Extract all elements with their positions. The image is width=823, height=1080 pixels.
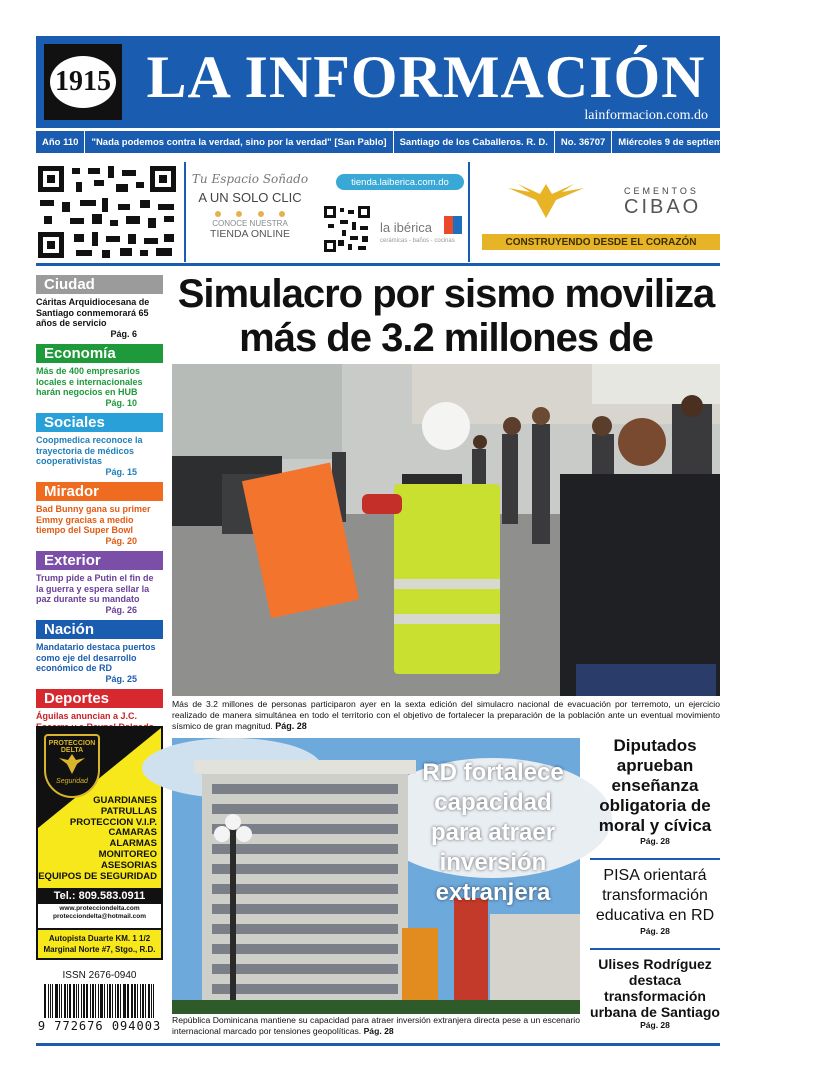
right-column <box>590 736 720 1030</box>
sidebar-section[interactable] <box>36 482 163 551</box>
issn: ISSN 2676-0940 <box>62 970 137 981</box>
barcode-bar <box>131 984 133 1018</box>
section-header[interactable]: Sociales <box>36 413 163 432</box>
delta-address-line-2: Marginal Norte #7, Stgo., R.D. <box>43 945 156 954</box>
logo[interactable] <box>44 44 122 120</box>
barcode-bar <box>86 984 89 1018</box>
sidebar-section[interactable] <box>36 551 163 620</box>
motto: "Nada podemos contra la verdad, sino por la verdad" [San Pablo] <box>85 131 393 153</box>
barcode-bar <box>100 984 103 1018</box>
logo-year: 1915 <box>50 56 116 108</box>
barcode-bar <box>59 984 60 1018</box>
barcode-bar <box>98 984 99 1018</box>
store-url[interactable]: tienda.laiberica.com.do <box>336 174 464 190</box>
barcode-bar <box>109 984 111 1018</box>
section-header[interactable]: Ciudad <box>36 275 163 294</box>
qr-code-icon[interactable] <box>36 164 178 260</box>
earthquake-drill-photo <box>172 364 720 696</box>
iberica-brand-sub: cerámicas - baños - cocinas <box>380 238 455 244</box>
section-header[interactable]: Deportes <box>36 689 163 708</box>
cementos-cibao-ad[interactable] <box>476 162 720 262</box>
right-story[interactable] <box>590 860 720 950</box>
ad-line-3: TIENDA ONLINE <box>210 228 290 240</box>
barcode-icon <box>44 984 156 1018</box>
sidebar-section[interactable] <box>36 344 163 413</box>
delta-service: PATRULLAS <box>100 805 157 817</box>
main-caption-text: Más de 3.2 millones de personas participaron ayer en la sexta edición del simulacro nacional de evacuación por terremoto, un ejercicio realizado de manera simultánea en todo el territorio con el objetivo de fortalecer la preparación de la población ante un eventual movimiento sísmico de gran magnitud. <box>172 699 720 731</box>
delta-services <box>38 796 157 882</box>
delta-service: GUARDIANES <box>93 795 157 806</box>
teaser-text: Trump pide a Putin el fin de la guerra y espera sellar la paz durante su mandato <box>36 573 154 604</box>
cibao-slogan: CONSTRUYENDO DESDE EL CORAZÓN <box>482 234 720 250</box>
barcode-bar <box>142 984 145 1018</box>
barcode-bar <box>95 984 96 1018</box>
sidebar <box>36 275 163 758</box>
teaser-page[interactable]: Pág. 20 <box>105 535 137 546</box>
barcode-bar <box>153 984 154 1018</box>
delta-badge-text: PROTECCION DELTA <box>48 740 96 754</box>
teaser-page[interactable]: Pág. 6 <box>110 328 137 339</box>
barcode-bar <box>115 984 116 1018</box>
barcode-number: 9 772676 094003 <box>37 1019 162 1033</box>
second-caption <box>172 1015 580 1037</box>
ad-tagline: A UN SOLO CLIC <box>198 190 302 205</box>
barcode-bar <box>127 984 128 1018</box>
eagle-logo-icon <box>506 182 586 222</box>
issue-date: Miércoles 9 de septiembre de 2026 <box>612 131 781 153</box>
right-story-headline: Ulises Rodríguez destaca transformación urbana de Santiago <box>590 956 720 1020</box>
barcode-bar <box>61 984 62 1018</box>
barcode-bar <box>104 984 105 1018</box>
teaser-text: Coopmedica reconoce la trayectoria de médicos cooperativistas <box>36 435 143 466</box>
teaser-text: Águilas anuncian a J.C. <box>36 711 138 721</box>
ad-line-2: CONOCE NUESTRA <box>212 219 288 228</box>
delta-badge-sub: Seguridad <box>56 778 88 785</box>
iberica-brand: la ibérica <box>380 220 433 235</box>
right-story-headline: PISA orientará transformación educativa en RD <box>595 867 715 924</box>
barcode-bar <box>81 984 82 1018</box>
barcode-bar <box>112 984 113 1018</box>
cibao-line-2: CIBAO <box>624 196 702 218</box>
teaser-page[interactable]: Pág. 10 <box>105 397 137 408</box>
right-story[interactable] <box>590 736 720 860</box>
right-story-page: Pág. 28 <box>640 836 670 846</box>
barcode-bar <box>67 984 68 1018</box>
right-story-page: Pág. 28 <box>640 926 670 936</box>
barcode-bar <box>64 984 66 1018</box>
barcode-bar <box>78 984 79 1018</box>
right-story-page: Pág. 28 <box>640 1020 670 1030</box>
ad-dots <box>215 211 285 217</box>
delta-address-line-1: Autopista Duarte KM. 1 1/2 <box>48 934 151 943</box>
sidebar-section[interactable] <box>36 413 163 482</box>
barcode-bar <box>140 984 141 1018</box>
barcode-bar <box>117 984 119 1018</box>
barcode-bar <box>120 984 121 1018</box>
delta-service: EQUIPOS DE SEGURIDAD <box>38 870 157 882</box>
section-teaser <box>36 363 163 413</box>
delta-service: CAMARAS <box>108 827 157 839</box>
barcode-bar <box>123 984 126 1018</box>
barcode-bar <box>48 984 49 1018</box>
main-caption-page[interactable]: Pág. 28 <box>275 721 307 731</box>
barcode-bar <box>76 984 77 1018</box>
barcode-bar <box>92 984 94 1018</box>
store-qr-icon[interactable] <box>324 206 370 252</box>
iberica-ad[interactable] <box>184 162 314 262</box>
section-teaser <box>36 570 163 620</box>
section-header[interactable]: Exterior <box>36 551 163 570</box>
masthead <box>36 36 720 128</box>
delta-email[interactable]: protecciondelta@hotmail.com <box>52 913 147 920</box>
main-headline[interactable]: Simulacro por sismo moviliza más de 3.2 millones de <box>177 272 715 360</box>
barcode-bar <box>107 984 109 1018</box>
section-teaser <box>36 432 163 482</box>
section-teaser <box>36 639 163 689</box>
barcode-bar <box>52 984 54 1018</box>
delta-phone[interactable]: Tel.: 809.583.0911 <box>38 888 161 904</box>
site-url[interactable]: lainformacion.com.do <box>584 108 708 123</box>
second-caption-page[interactable]: Pág. 28 <box>363 1026 394 1036</box>
barcode-bar <box>148 984 150 1018</box>
ad-strip <box>36 160 720 266</box>
barcode-bar <box>137 984 138 1018</box>
iberica-store-ad[interactable] <box>318 162 470 262</box>
main-photo[interactable] <box>172 364 720 696</box>
year-label: Año 110 <box>36 131 85 153</box>
barcode-bar <box>73 984 75 1018</box>
teaser-page[interactable]: Pág. 15 <box>105 466 137 477</box>
eagle-icon <box>58 754 86 776</box>
ad-script-text: Tu Espacio Soñado <box>191 172 309 186</box>
section-header[interactable]: Mirador <box>36 482 163 501</box>
barcode-bar <box>145 984 146 1018</box>
barcode-bar <box>128 984 129 1018</box>
right-story-headline: Diputados aprueban enseñanza obligatoria de moral y cívica <box>598 736 712 835</box>
teaser-text: Cáritas Arquidiocesana de Santiago conmemorará 65 años de servicio <box>36 297 150 328</box>
delta-contact <box>38 905 161 921</box>
delta-website[interactable]: www.protecciondelta.com <box>59 905 140 912</box>
delta-service: MONITOREO <box>98 848 157 860</box>
barcode-bar <box>55 984 58 1018</box>
barcode-bar <box>69 984 72 1018</box>
teaser-text: Mandatario destaca puertos como eje del desarrollo económico de RD <box>36 642 156 673</box>
info-bar <box>36 131 818 153</box>
section-teaser <box>36 501 163 551</box>
barcode-bar <box>90 984 91 1018</box>
section-header[interactable]: Nación <box>36 620 163 639</box>
barcode-bar <box>151 984 152 1018</box>
delta-badge-icon <box>44 734 100 798</box>
cibao-line-1: CEMENTOS <box>624 186 699 196</box>
second-headline[interactable]: RD fortalece capacidad para atraer inversión extranjera <box>422 759 564 906</box>
delta-service: PROTECCION V.I.P. <box>69 816 157 828</box>
teaser-text: Bad Bunny gana su primer Emmy gracias a medio tiempo del Super Bowl <box>36 504 151 535</box>
teaser-page[interactable]: Pág. 25 <box>105 673 137 684</box>
barcode-bar <box>50 984 51 1018</box>
barcode-bar <box>134 984 136 1018</box>
delta-service: ALARMAS <box>109 838 157 850</box>
main-caption <box>172 699 720 732</box>
section-header[interactable]: Economía <box>36 344 163 363</box>
section-teaser <box>36 294 163 344</box>
proteccion-delta-ad[interactable] <box>36 726 163 930</box>
price: RD$10 <box>787 136 818 148</box>
sidebar-section[interactable] <box>36 620 163 689</box>
barcode-bar <box>44 984 46 1018</box>
city: Santiago de los Caballeros. R. D. <box>394 131 555 153</box>
teaser-text: Más de 400 empresarios locales e internacionales harán negocios en HUB <box>36 366 143 397</box>
right-story[interactable] <box>590 950 720 1030</box>
sidebar-section[interactable] <box>36 275 163 344</box>
iberica-logo-icon <box>444 216 462 234</box>
teaser-page[interactable]: Pág. 26 <box>105 604 137 615</box>
bottom-rule <box>36 1043 720 1046</box>
barcode-bar <box>83 984 85 1018</box>
issue-number: No. 36707 <box>555 131 612 153</box>
delta-service: ASESORIAS <box>101 859 157 871</box>
delta-address <box>36 930 163 960</box>
newspaper-title[interactable]: LA INFORMACIÓN <box>146 44 706 110</box>
second-caption-text: República Dominicana mantiene su capacidad para atraer inversión extranjera directa pese a un escenario internacional marcado por tensiones geopolíticas. <box>172 1015 580 1036</box>
